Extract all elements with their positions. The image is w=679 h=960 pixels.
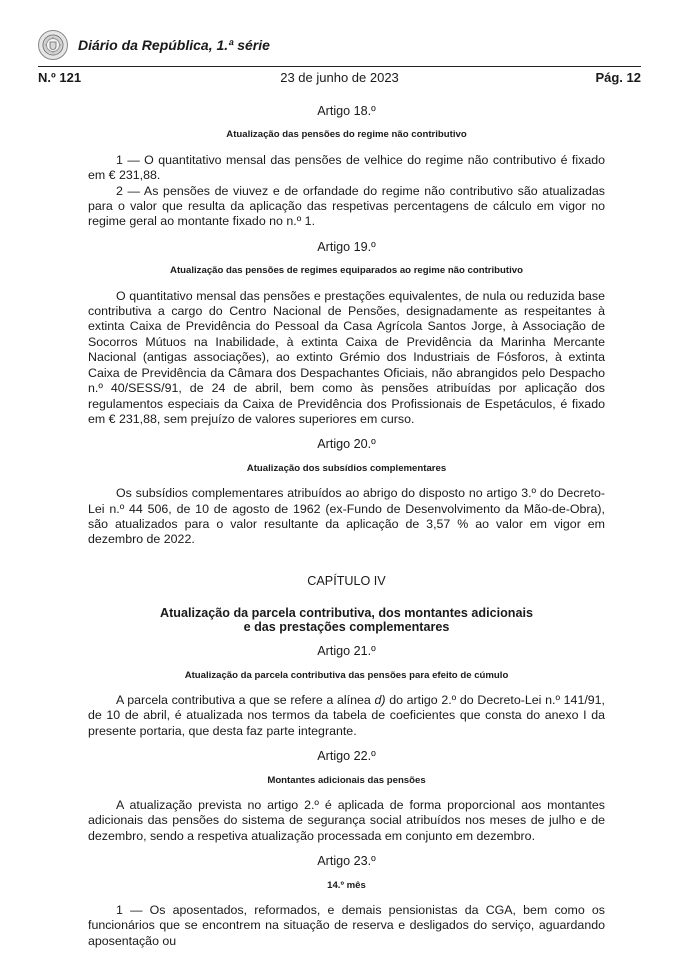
text-run: A parcela contributiva a que se refere a alínea [116,692,375,707]
article-number: Artigo 22.º [317,749,376,764]
article-paragraph: 2 — As pensões de viuvez e de orfandade do regime não contributivo são atualizadas para o valor que resulta da aplicação das respetivas percentagens de cálculo em vigor no regime geral ao montante fixado no n.º 1. [88,183,605,229]
article-paragraph: 1 — O quantitativo mensal das pensões de velhice do regime não contributivo é fixado em € 231,88. [88,152,605,183]
article-title: Atualização das pensões de regimes equiparados ao regime não contributivo [170,265,523,277]
chapter-title [88,606,605,634]
document-body [88,96,605,949]
article-title: Montantes adicionais das pensões [267,774,426,786]
article-title: 14.º mês [327,879,366,891]
article-title: Atualização das pensões do regime não contributivo [226,129,467,141]
issue-number: N.º 121 [38,70,82,85]
italic-run: d) [374,692,386,707]
article-paragraph: O quantitativo mensal das pensões e prestações equivalentes, de nula ou reduzida base contributiva a cargo do Centro Nacional de Pensões, designadamente as respeitantes à extinta Caixa de Previdência do Pessoal da Casa Agrícola Santos Jorge, à Associação de Socorros Mútuos na Inabilidade, à extinta Caixa de Previdência da Marinha Mercante Nacional (antigas associações), ao extinto Grémio dos Industriais de Fósforos, à extinta Caixa de Previdência da Câmara dos Despachantes Oficiais, não abrangidos pelo Despacho n.º 40/SESS/91, de 24 de abril, bem como às pensões atribuídas por aplicação dos regulamentos especiais da Caixa de Previdência dos Profissionais de Espetáculos, é fixado em € 231,88, sem prejuízo de valores superiores em curso. [88,288,605,426]
article-paragraph [88,693,605,739]
article-number: Artigo 19.º [317,239,376,254]
chapter-title-line1: Atualização da parcela contributiva, dos montantes adicionais [159,606,533,621]
header-rule [38,66,641,67]
article-paragraph: A atualização prevista no artigo 2.º é aplicada de forma proporcional aos montantes adicionais das pensões do sistema de segurança social atribuídos nos meses de julho e de dezembro, sendo a respetiva atualização processada em conjunto em dezembro. [88,798,605,843]
article-title: Atualização da parcela contributiva das pensões para efeito de cúmulo [184,669,509,681]
article-number: Artigo 18.º [317,104,376,118]
page-number: Pág. 12 [595,70,641,85]
article-number: Artigo 21.º [317,644,376,659]
article-title: Atualização dos subsídios complementares [246,462,447,474]
article-number: Artigo 23.º [317,854,376,869]
article-number: Artigo 20.º [317,437,376,452]
issue-meta [38,70,641,88]
text-run: do artigo 2.º do Decreto-Lei n.º 141/91, de 10 de abril, é atualizada nos termos da tabela de coeficientes que consta do anexo I da presente portaria, que desta faz parte integrante. [88,692,605,738]
issue-date: 23 de junho de 2023 [280,70,399,85]
publication-title: Diário da República, 1.ª série [78,37,270,53]
chapter-title-line2: e das prestações complementares [243,620,450,635]
coat-of-arms-icon [38,30,68,60]
article-paragraph: Os subsídios complementares atribuídos ao abrigo do disposto no artigo 3.º do Decreto-Lei n.º 44 506, de 10 de agosto de 1962 (ex-Fundo de Desenvolvimento da Mão-de-Obra), são atualizados para o valor resultante da aplicação de 3,57 % ao valor em vigor em dezembro de 2022. [88,486,605,547]
chapter-number: CAPÍTULO IV [307,573,386,588]
article-paragraph: 1 — Os aposentados, reformados, e demais pensionistas da CGA, bem como os funcionários que se encontrem na situação de reserva e desligados do serviço, aguardando aposentação ou [88,903,605,948]
page-header [38,28,270,62]
